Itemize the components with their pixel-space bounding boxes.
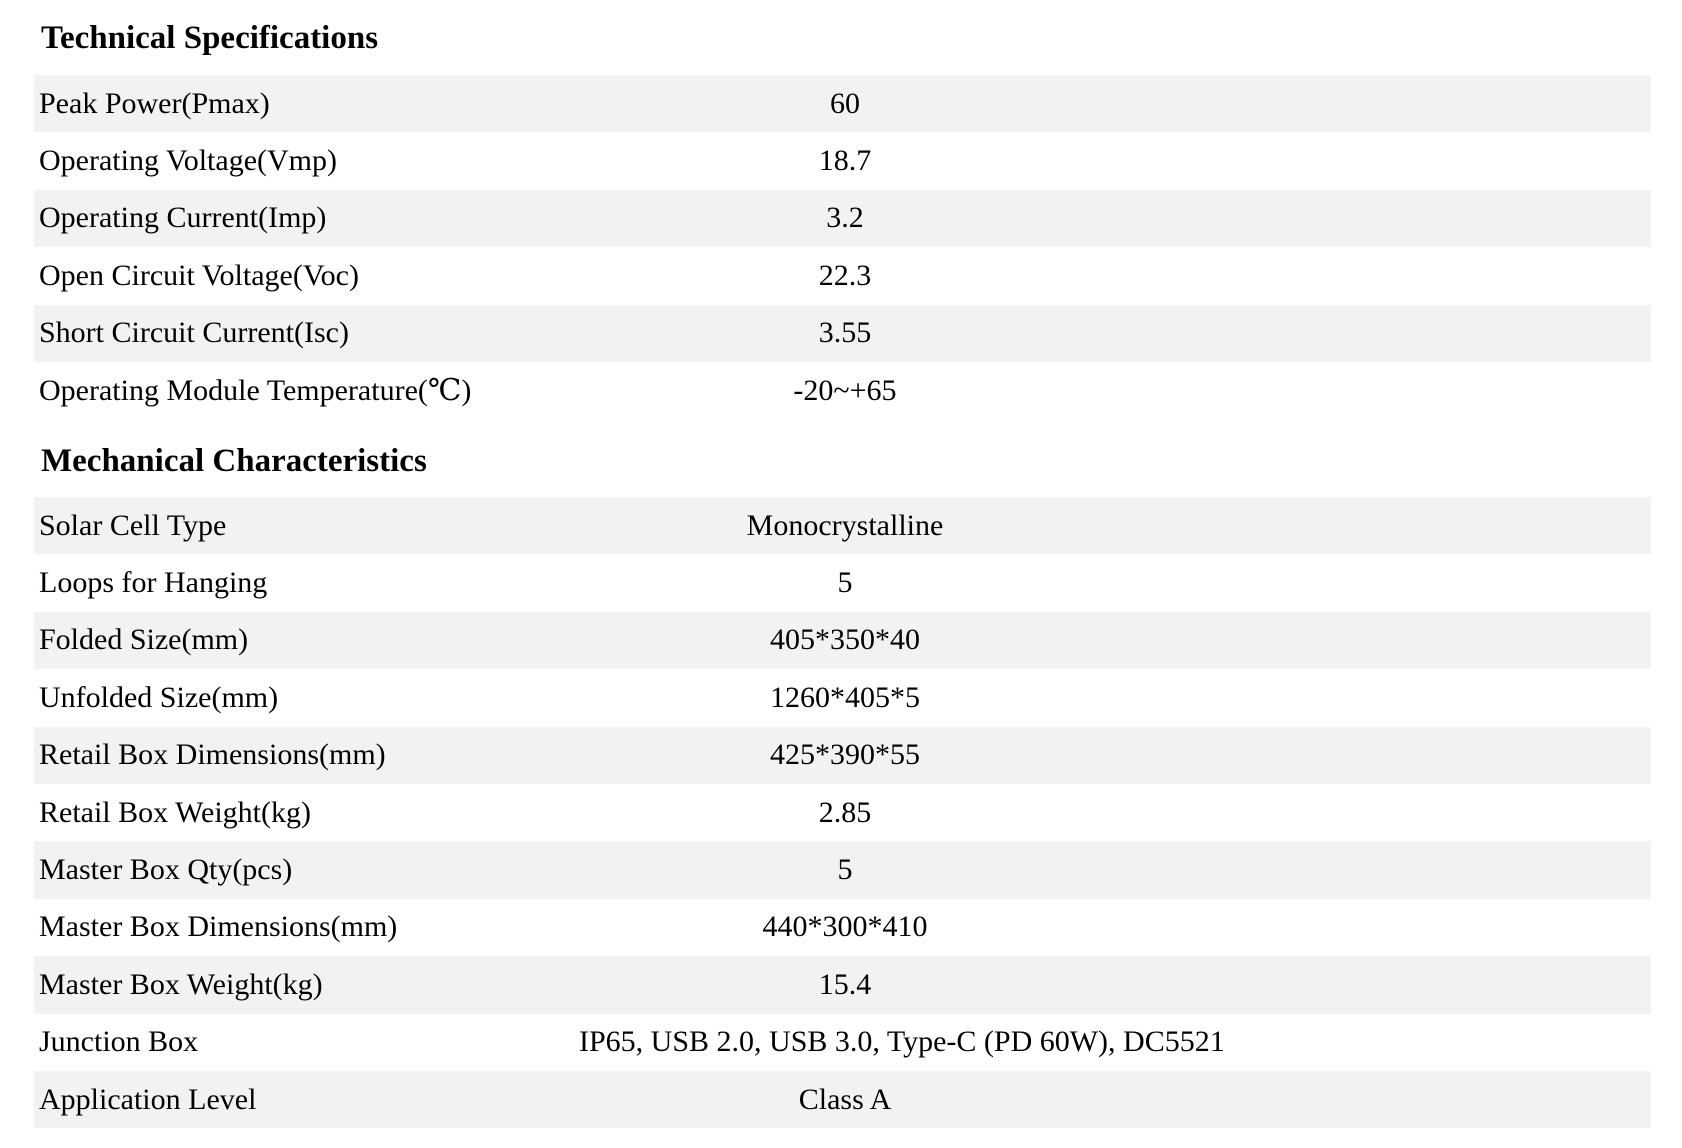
table-row (34, 899, 1651, 956)
spec-label: Folded Size(mm) (39, 623, 249, 657)
table-row (34, 784, 1651, 841)
spec-value: 15.4 (818, 967, 872, 1001)
spec-value: 405*350*40 (770, 623, 920, 657)
table-row (34, 841, 1651, 898)
spec-label: Master Box Qty(pcs) (39, 853, 293, 887)
spec-label: Unfolded Size(mm) (39, 680, 279, 714)
spec-value: -20~+65 (793, 373, 897, 407)
spec-label: Junction Box (39, 1025, 199, 1059)
spec-value: 5 (837, 853, 853, 887)
technical-specifications-table (34, 75, 1651, 419)
spec-value: Class A (798, 1082, 892, 1116)
spec-label: Application Level (39, 1082, 257, 1116)
table-row (34, 956, 1651, 1013)
spec-value: Monocrystalline (746, 508, 944, 542)
spec-value: 18.7 (818, 144, 872, 178)
spec-label: Operating Module Temperature(℃) (39, 374, 472, 408)
table-row (34, 362, 1651, 419)
spec-label: Retail Box Dimensions(mm) (39, 738, 386, 772)
mechanical-characteristics-heading: Mechanical Characteristics (41, 443, 427, 479)
table-row (34, 75, 1651, 132)
mechanical-characteristics-table (34, 497, 1651, 1128)
spec-label: Loops for Hanging (39, 566, 268, 600)
table-row (34, 190, 1651, 247)
spec-value: 1260*405*5 (770, 680, 920, 714)
table-row (34, 1014, 1651, 1071)
spec-label: Master Box Dimensions(mm) (39, 910, 398, 944)
spec-label: Open Circuit Voltage(Voc) (39, 258, 359, 292)
spec-value: 3.55 (818, 316, 872, 350)
table-row (34, 305, 1651, 362)
spec-value: 440*300*410 (762, 910, 928, 944)
spec-label: Retail Box Weight(kg) (39, 795, 311, 829)
table-row (34, 554, 1651, 611)
spec-value: 425*390*55 (770, 738, 920, 772)
spec-label: Operating Voltage(Vmp) (39, 144, 337, 178)
spec-value: 22.3 (818, 258, 872, 292)
spec-value: 60 (830, 86, 860, 120)
spec-value: 5 (837, 566, 853, 600)
spec-label: Master Box Weight(kg) (39, 967, 323, 1001)
technical-specifications-heading: Technical Specifications (41, 20, 379, 56)
table-row (34, 497, 1651, 554)
spec-value: 2.85 (818, 795, 872, 829)
table-row (34, 247, 1651, 304)
spec-label: Peak Power(Pmax) (39, 86, 270, 120)
table-row (34, 1071, 1651, 1128)
spec-value: IP65, USB 2.0, USB 3.0, Type-C (PD 60W), DC5521 (579, 1025, 1225, 1059)
table-row (34, 727, 1651, 784)
table-row (34, 669, 1651, 726)
spec-label: Short Circuit Current(Isc) (39, 316, 349, 350)
table-row (34, 612, 1651, 669)
table-row (34, 132, 1651, 189)
spec-value: 3.2 (826, 201, 864, 235)
spec-label: Solar Cell Type (39, 508, 227, 542)
spec-label: Operating Current(Imp) (39, 201, 327, 235)
